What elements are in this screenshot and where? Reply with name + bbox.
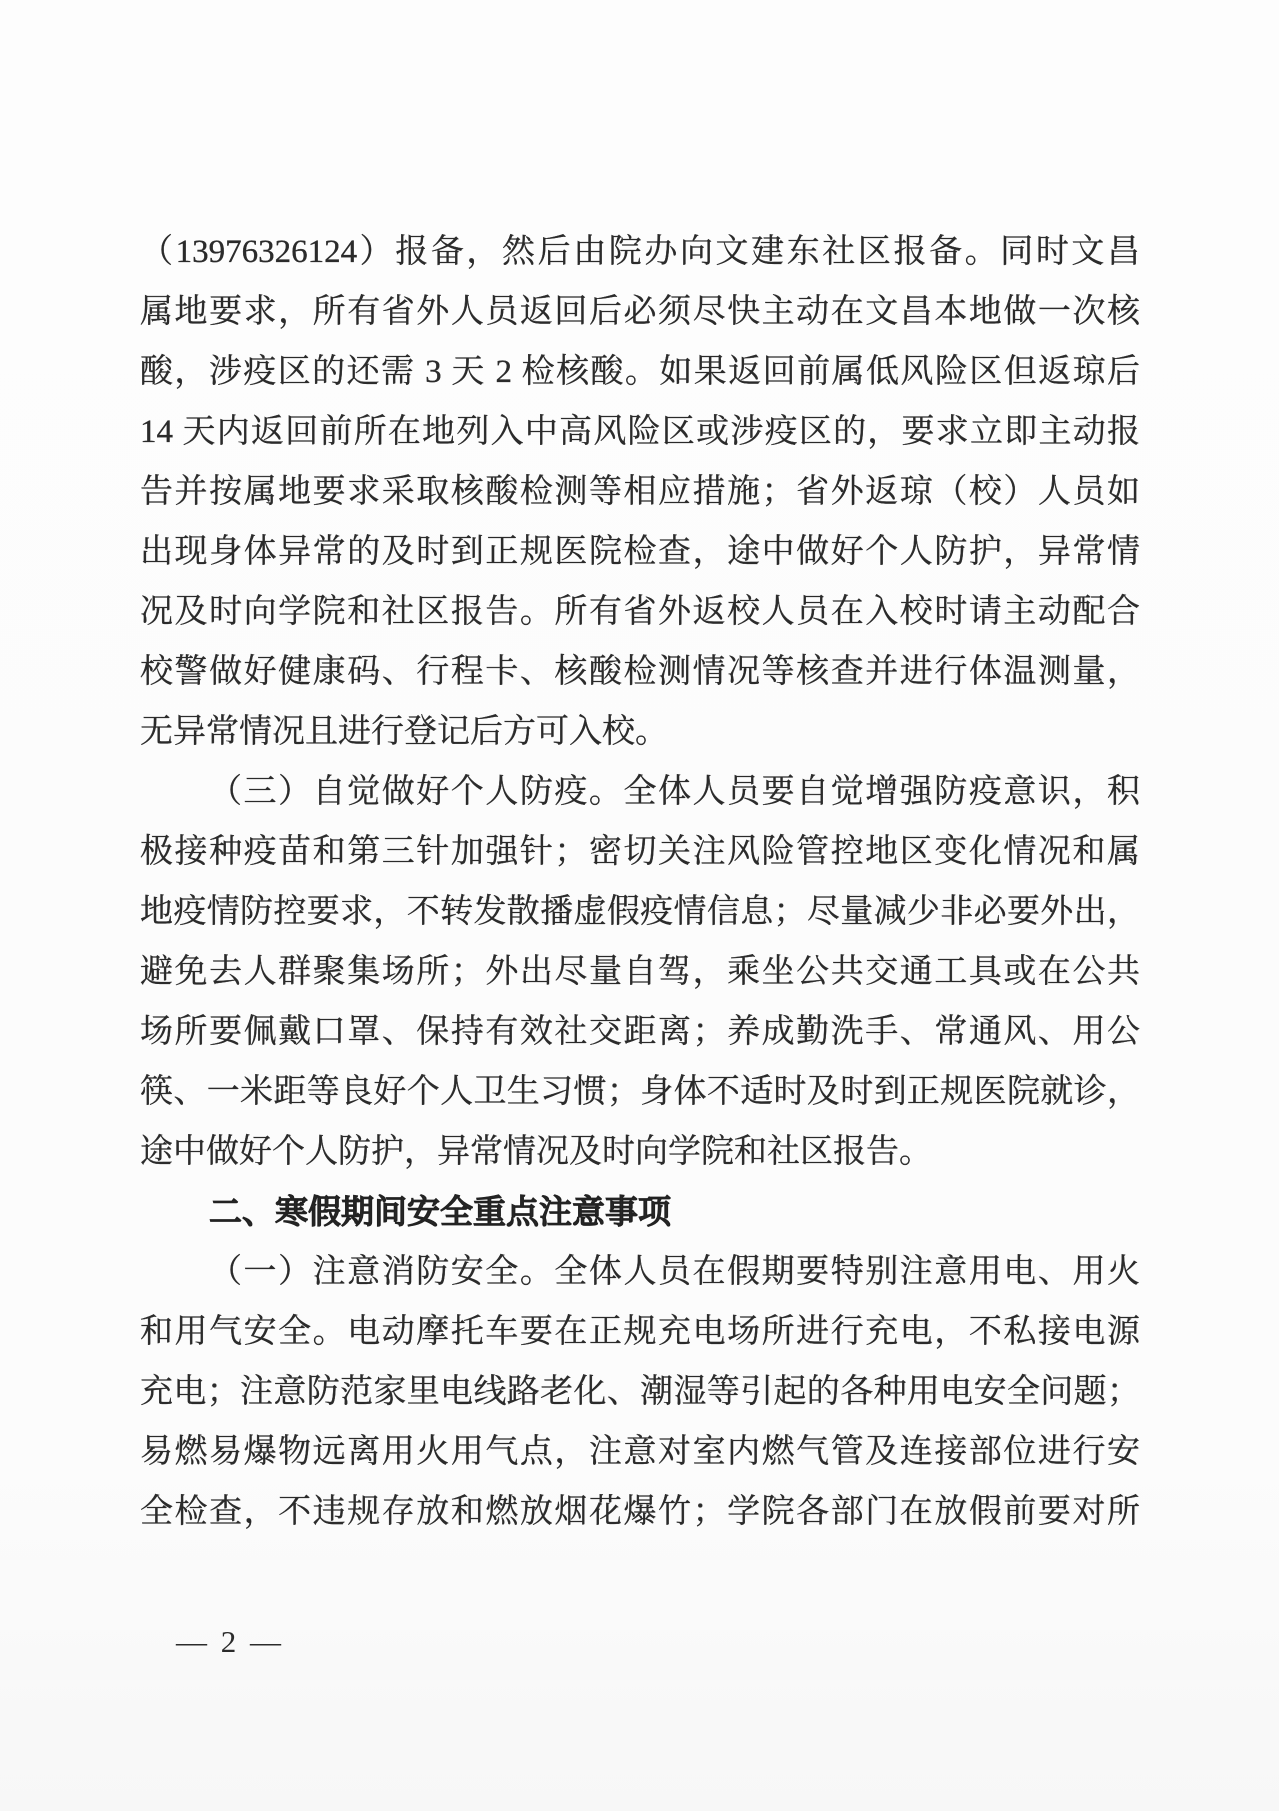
text-line: 出现身体异常的及时到正规医院检查，途中做好个人防护，异常情 [140, 534, 1140, 570]
text-line: 易燃易爆物远离用火用气点，注意对室内燃气管及连接部位进行安 [140, 1434, 1140, 1470]
paragraph-start-line: （三）自觉做好个人防疫。全体人员要自觉增强防疫意识，积 [209, 774, 1140, 810]
text-line: 校警做好健康码、行程卡、核酸检测情况等核查并进行体温测量， [140, 654, 1140, 690]
text-line: 告并按属地要求采取核酸检测等相应措施；省外返琼（校）人员如 [140, 474, 1140, 510]
text-line: 筷、一米距等良好个人卫生习惯；身体不适时及时到正规医院就诊， [140, 1074, 1140, 1110]
text-line: 况及时向学院和社区报告。所有省外返校人员在入校时请主动配合 [140, 594, 1140, 630]
document-body [140, 222, 1140, 1542]
text-line: 极接种疫苗和第三针加强针；密切关注风险管控地区变化情况和属 [140, 834, 1140, 870]
text-line: 地疫情防控要求，不转发散播虚假疫情信息；尽量减少非必要外出， [140, 894, 1140, 930]
text-line: 酸，涉疫区的还需 3 天 2 检核酸。如果返回前属低风险区但返琼后 [140, 354, 1140, 390]
text-line: 无异常情况且进行登记后方可入校。 [140, 714, 668, 750]
text-line: 和用气安全。电动摩托车要在正规充电场所进行充电，不私接电源 [140, 1314, 1140, 1350]
text-line: 14 天内返回前所在地列入中高风险区或涉疫区的，要求立即主动报 [140, 414, 1140, 450]
text-line: （13976326124）报备，然后由院办向文建东社区报备。同时文昌 [140, 234, 1140, 270]
text-line: 途中做好个人防护，异常情况及时向学院和社区报告。 [140, 1134, 932, 1170]
text-line: 避免去人群聚集场所；外出尽量自驾，乘坐公共交通工具或在公共 [140, 954, 1140, 990]
text-line: 场所要佩戴口罩、保持有效社交距离；养成勤洗手、常通风、用公 [140, 1014, 1140, 1050]
text-line: 属地要求，所有省外人员返回后必须尽快主动在文昌本地做一次核 [140, 294, 1140, 330]
text-line: 全检查，不违规存放和燃放烟花爆竹；学院各部门在放假前要对所 [140, 1494, 1140, 1530]
paragraph-start-line: （一）注意消防安全。全体人员在假期要特别注意用电、用火 [209, 1254, 1140, 1290]
text-line: 充电；注意防范家里电线路老化、潮湿等引起的各种用电安全问题； [140, 1374, 1140, 1410]
section-2-heading: 二、寒假期间安全重点注意事项 [209, 1193, 671, 1230]
page-number: — 2 — [176, 1624, 284, 1659]
